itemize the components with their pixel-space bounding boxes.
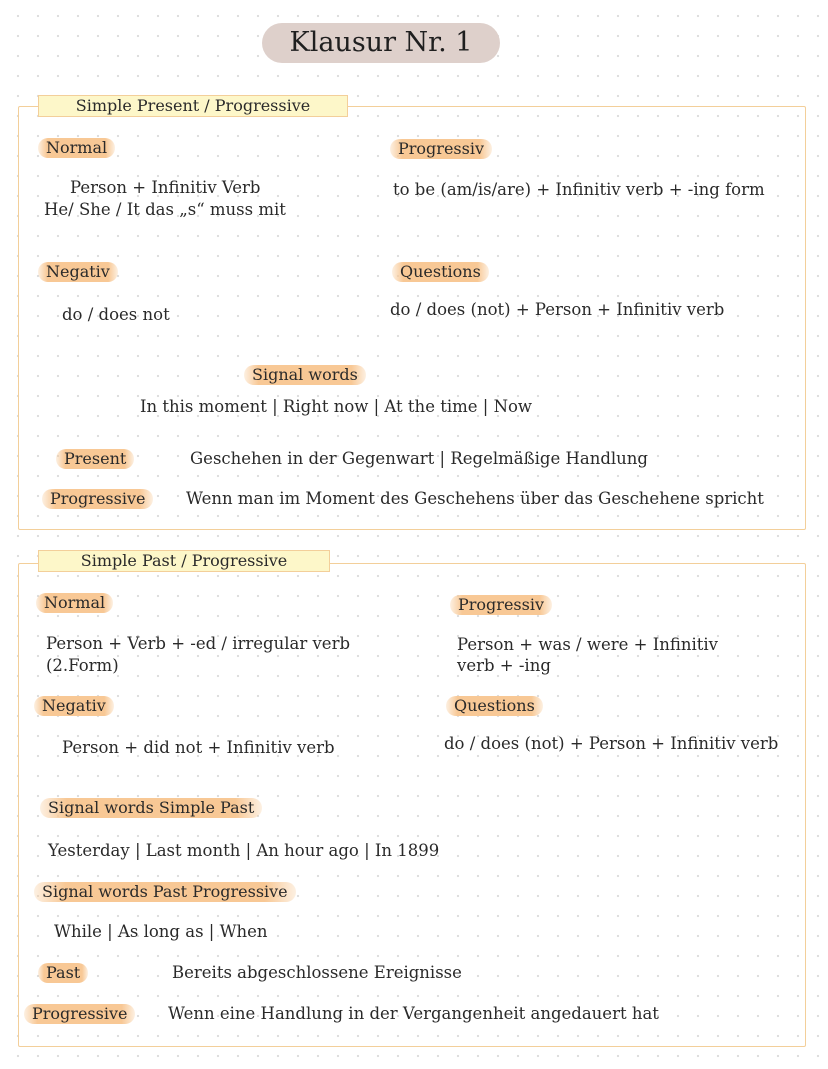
present-questions-label: Questions [392,262,489,282]
present-questions-rule: do / does (not) + Person + Infinitiv verb [390,300,725,319]
past-signal-simple-words: Yesterday | Last month | An hour ago | In 1899 [48,841,440,860]
present-normal-label: Normal [38,138,115,158]
past-progressive-usage-label: Progressive [24,1004,135,1024]
present-negativ-rule: do / does not [62,305,170,324]
past-negativ-label: Negativ [34,696,114,716]
present-progressive-usage-label: Progressive [42,489,153,509]
past-progressiv-rule: Person + was / were + Infinitiv [457,635,718,654]
past-progressive-usage-text: Wenn eine Handlung in der Vergangenheit angedauert hat [168,1004,659,1023]
present-normal-rule: Person + Infinitiv Verb [70,178,261,197]
past-normal-label: Normal [36,593,113,613]
past-normal-note: (2.Form) [46,656,119,675]
present-section-label: Simple Present / Progressive [38,95,348,117]
present-negativ-label: Negativ [38,262,118,282]
past-signal-prog-words: While | As long as | When [54,922,268,941]
present-normal-note: He/ She / It das „s“ muss mit [44,200,286,219]
present-usage-text: Geschehen in der Gegenwart | Regelmäßige Handlung [190,449,648,468]
present-usage-label: Present [56,449,134,469]
present-signal-words: In this moment | Right now | At the time | Now [140,397,533,416]
present-progressive-usage-text: Wenn man im Moment des Geschehens über das Geschehene spricht [186,489,764,508]
past-signal-simple-label: Signal words Simple Past [40,798,262,818]
past-normal-rule: Person + Verb + -ed / irregular verb [46,634,351,653]
past-progressiv-label: Progressiv [450,595,552,615]
present-signal-label: Signal words [244,365,366,385]
past-usage-label: Past [38,963,88,983]
past-usage-text: Bereits abgeschlossene Ereignisse [172,963,462,982]
present-progressiv-rule: to be (am/is/are) + Infinitiv verb + -ing form [393,180,765,199]
present-progressiv-label: Progressiv [390,139,492,159]
page-title: Klausur Nr. 1 [262,23,500,63]
past-questions-rule: do / does (not) + Person + Infinitiv verb [444,734,779,753]
past-progressiv-rule-cont: verb + -ing [457,656,551,675]
past-section-label: Simple Past / Progressive [38,550,330,572]
past-signal-prog-label: Signal words Past Progressive [34,882,296,902]
past-questions-label: Questions [446,696,543,716]
past-negativ-rule: Person + did not + Infinitiv verb [62,738,335,757]
